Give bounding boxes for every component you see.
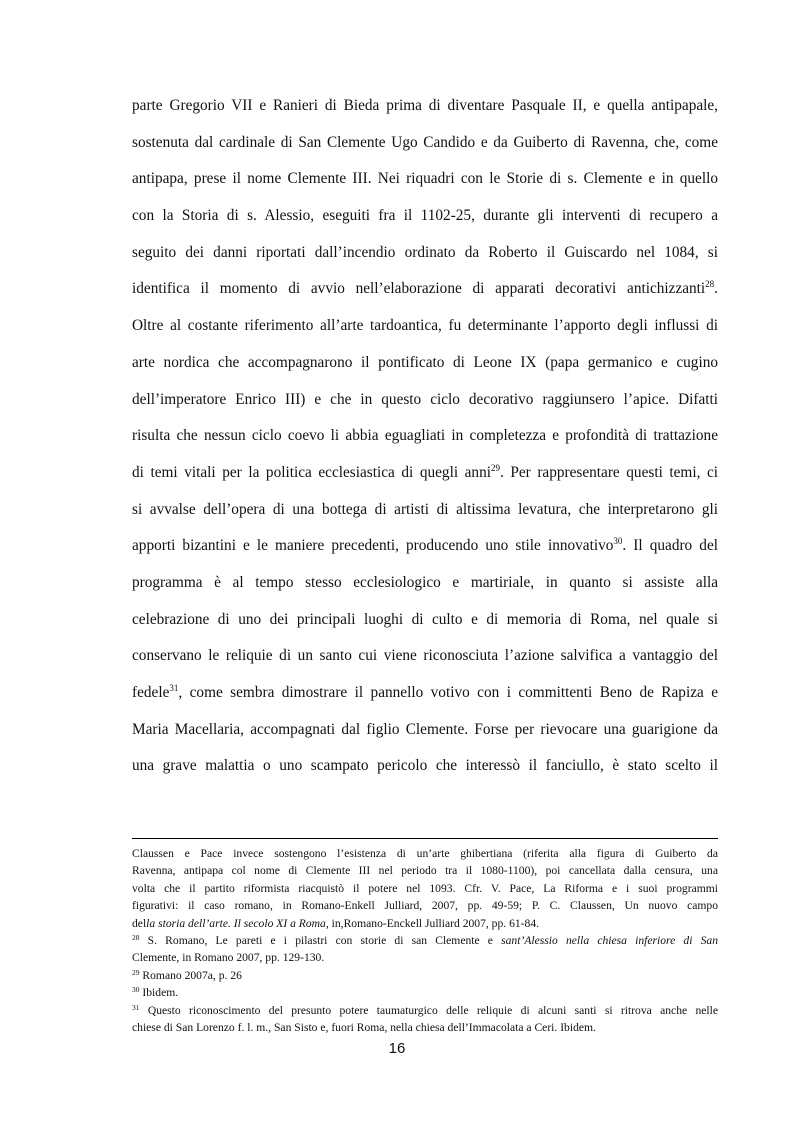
body-line: Maria Macellaria, accompagnati dal figlio Clemente. Forse per rievocare una guarigione da xyxy=(132,720,718,738)
body-text-run: . Il quadro del xyxy=(622,537,718,555)
footnote-line: Clemente, in Romano 2007, pp. 129-130. xyxy=(132,951,325,965)
body-text-run: identifica il momento di avvio nell’elaborazione di apparati decorativi antichizzanti xyxy=(132,280,706,298)
body-line: conservano le reliquie di un santo cui viene riconosciuta l’azione salvifica a vantaggio del xyxy=(132,647,718,665)
footnote-29 xyxy=(132,967,718,984)
body-line: con la Storia di s. Alessio, eseguiti fra il 1102-25, durante gli interventi di recupero a xyxy=(132,207,718,225)
footnote-line: figurativi: il caso romano, in Romano-Enkell Julliard, 2007, pp. 49-59; P. C. Claussen, Un nuovo campo xyxy=(132,899,718,913)
footnote-italic-title: sant’Alessio nella chiesa inferiore di San xyxy=(501,934,718,948)
footnote-number: 30 xyxy=(132,985,140,995)
body-line: Oltre al costante riferimento all’arte tardoantica, fu determinante l’apporto degli influssi di xyxy=(132,317,718,335)
body-text-run: . Per rappresentare questi temi, ci xyxy=(499,463,718,481)
body-paragraph xyxy=(132,88,718,785)
body-line: seguito dei danni riportati dall’incendio ordinato da Roberto il Guiscardo nel 1084, si xyxy=(132,243,718,261)
footnote-number: 29 xyxy=(132,967,140,977)
body-line: dell’imperatore Enrico III) e che in questo ciclo decorativo raggiunsero l’apice. Difatti xyxy=(132,390,718,408)
page-number: 16 xyxy=(388,1040,406,1057)
footnote-31 xyxy=(132,1002,718,1019)
body-text-run: di temi vitali per la politica ecclesiastica di quegli anni xyxy=(132,463,491,481)
footnote-text-run: S. Romano, Le pareti e i pilastri con storie di san Clemente e xyxy=(139,934,502,948)
footnote-30 xyxy=(132,984,718,1001)
body-line xyxy=(132,271,718,308)
body-text-run: , come sembra dimostrare il pannello votivo con i committenti Beno de Rapiza e xyxy=(178,684,718,701)
footnote-ref-31[interactable]: 31 xyxy=(169,683,179,693)
body-text-run: fedele xyxy=(132,684,170,701)
footnote-ref-28[interactable]: 28 xyxy=(705,279,715,290)
footnotes xyxy=(132,845,718,1036)
footnote-text-run: Romano 2007a, p. 26 xyxy=(139,968,242,982)
body-line: celebrazione di uno dei principali luoghi di culto e di memoria di Roma, nel quale si xyxy=(132,610,718,628)
footnote-number: 28 xyxy=(132,933,140,943)
body-line: parte Gregorio VII e Ranieri di Bieda prima di diventare Pasquale II, e quella antipapale, xyxy=(132,97,718,114)
footnote-line xyxy=(132,915,718,932)
footnote-number: 31 xyxy=(132,1002,140,1012)
body-text-run: . xyxy=(714,280,718,298)
footnote-line: Claussen e Pace invece sostengono l’esistenza di un’arte ghibertiana (riferita alla figura di Guiberto da xyxy=(132,847,718,860)
footnote-line: chiese di San Lorenzo f. l. m., San Sisto e, fuori Roma, nella chiesa dell’Immacolata a Ceri. Ibidem. xyxy=(132,1021,596,1035)
body-line xyxy=(132,675,718,712)
body-line: arte nordica che accompagnarono il pontificato di Leone IX (papa germanico e cugino xyxy=(132,353,718,371)
body-line: programma è al tempo stesso ecclesiologico e martiriale, in quanto si assiste alla xyxy=(132,573,718,591)
body-line: sostenuta dal cardinale di San Clemente Ugo Candido e da Guiberto di Ravenna, che, come xyxy=(132,133,718,151)
footnote-text-run: Questo riconoscimento del presunto potere taumaturgico delle reliquie di alcuni santi si ritrova anche nelle xyxy=(139,1003,718,1017)
footnote-ref-30[interactable]: 30 xyxy=(613,536,623,547)
body-line: una grave malattia o uno scampato pericolo che interessò il fanciullo, è stato scelto il xyxy=(132,757,718,775)
footnote-separator xyxy=(132,838,718,839)
footnote-italic-title: la storia dell’arte. Il secolo XI a Roma xyxy=(146,916,326,930)
body-line xyxy=(132,455,718,492)
footnote-28 xyxy=(132,932,718,949)
body-line xyxy=(132,528,718,565)
footnote-line: volta che il partito riformista riacquistò il potere nel 1093. Cfr. V. Pace, La Riforma e i suoi programmi xyxy=(132,881,718,895)
footnote-line: Ravenna, antipapa col nome di Clemente III nel periodo tra il 1080-1100), poi cancellata dalla censura, una xyxy=(132,864,718,878)
footnote-ref-29[interactable]: 29 xyxy=(490,462,500,473)
footnote-text-run: del xyxy=(132,916,147,930)
footnote-text-run: , in,Romano-Enckell Julliard 2007, pp. 61-84. xyxy=(325,916,540,930)
body-line: risulta che nessun ciclo coevo li abbia eguagliati in completezza e profondità di trattazione xyxy=(132,427,718,445)
body-line: si avvalse dell’opera di una bottega di artisti di altissima levatura, che interpretarono gli xyxy=(132,500,718,518)
body-text-run: apporti bizantini e le maniere precedenti, producendo uno stile innovativo xyxy=(132,537,614,555)
body-line: antipapa, prese il nome Clemente III. Nei riquadri con le Storie di s. Clemente e in quello xyxy=(132,170,718,188)
footnote-text-run: Ibidem. xyxy=(139,986,179,1000)
